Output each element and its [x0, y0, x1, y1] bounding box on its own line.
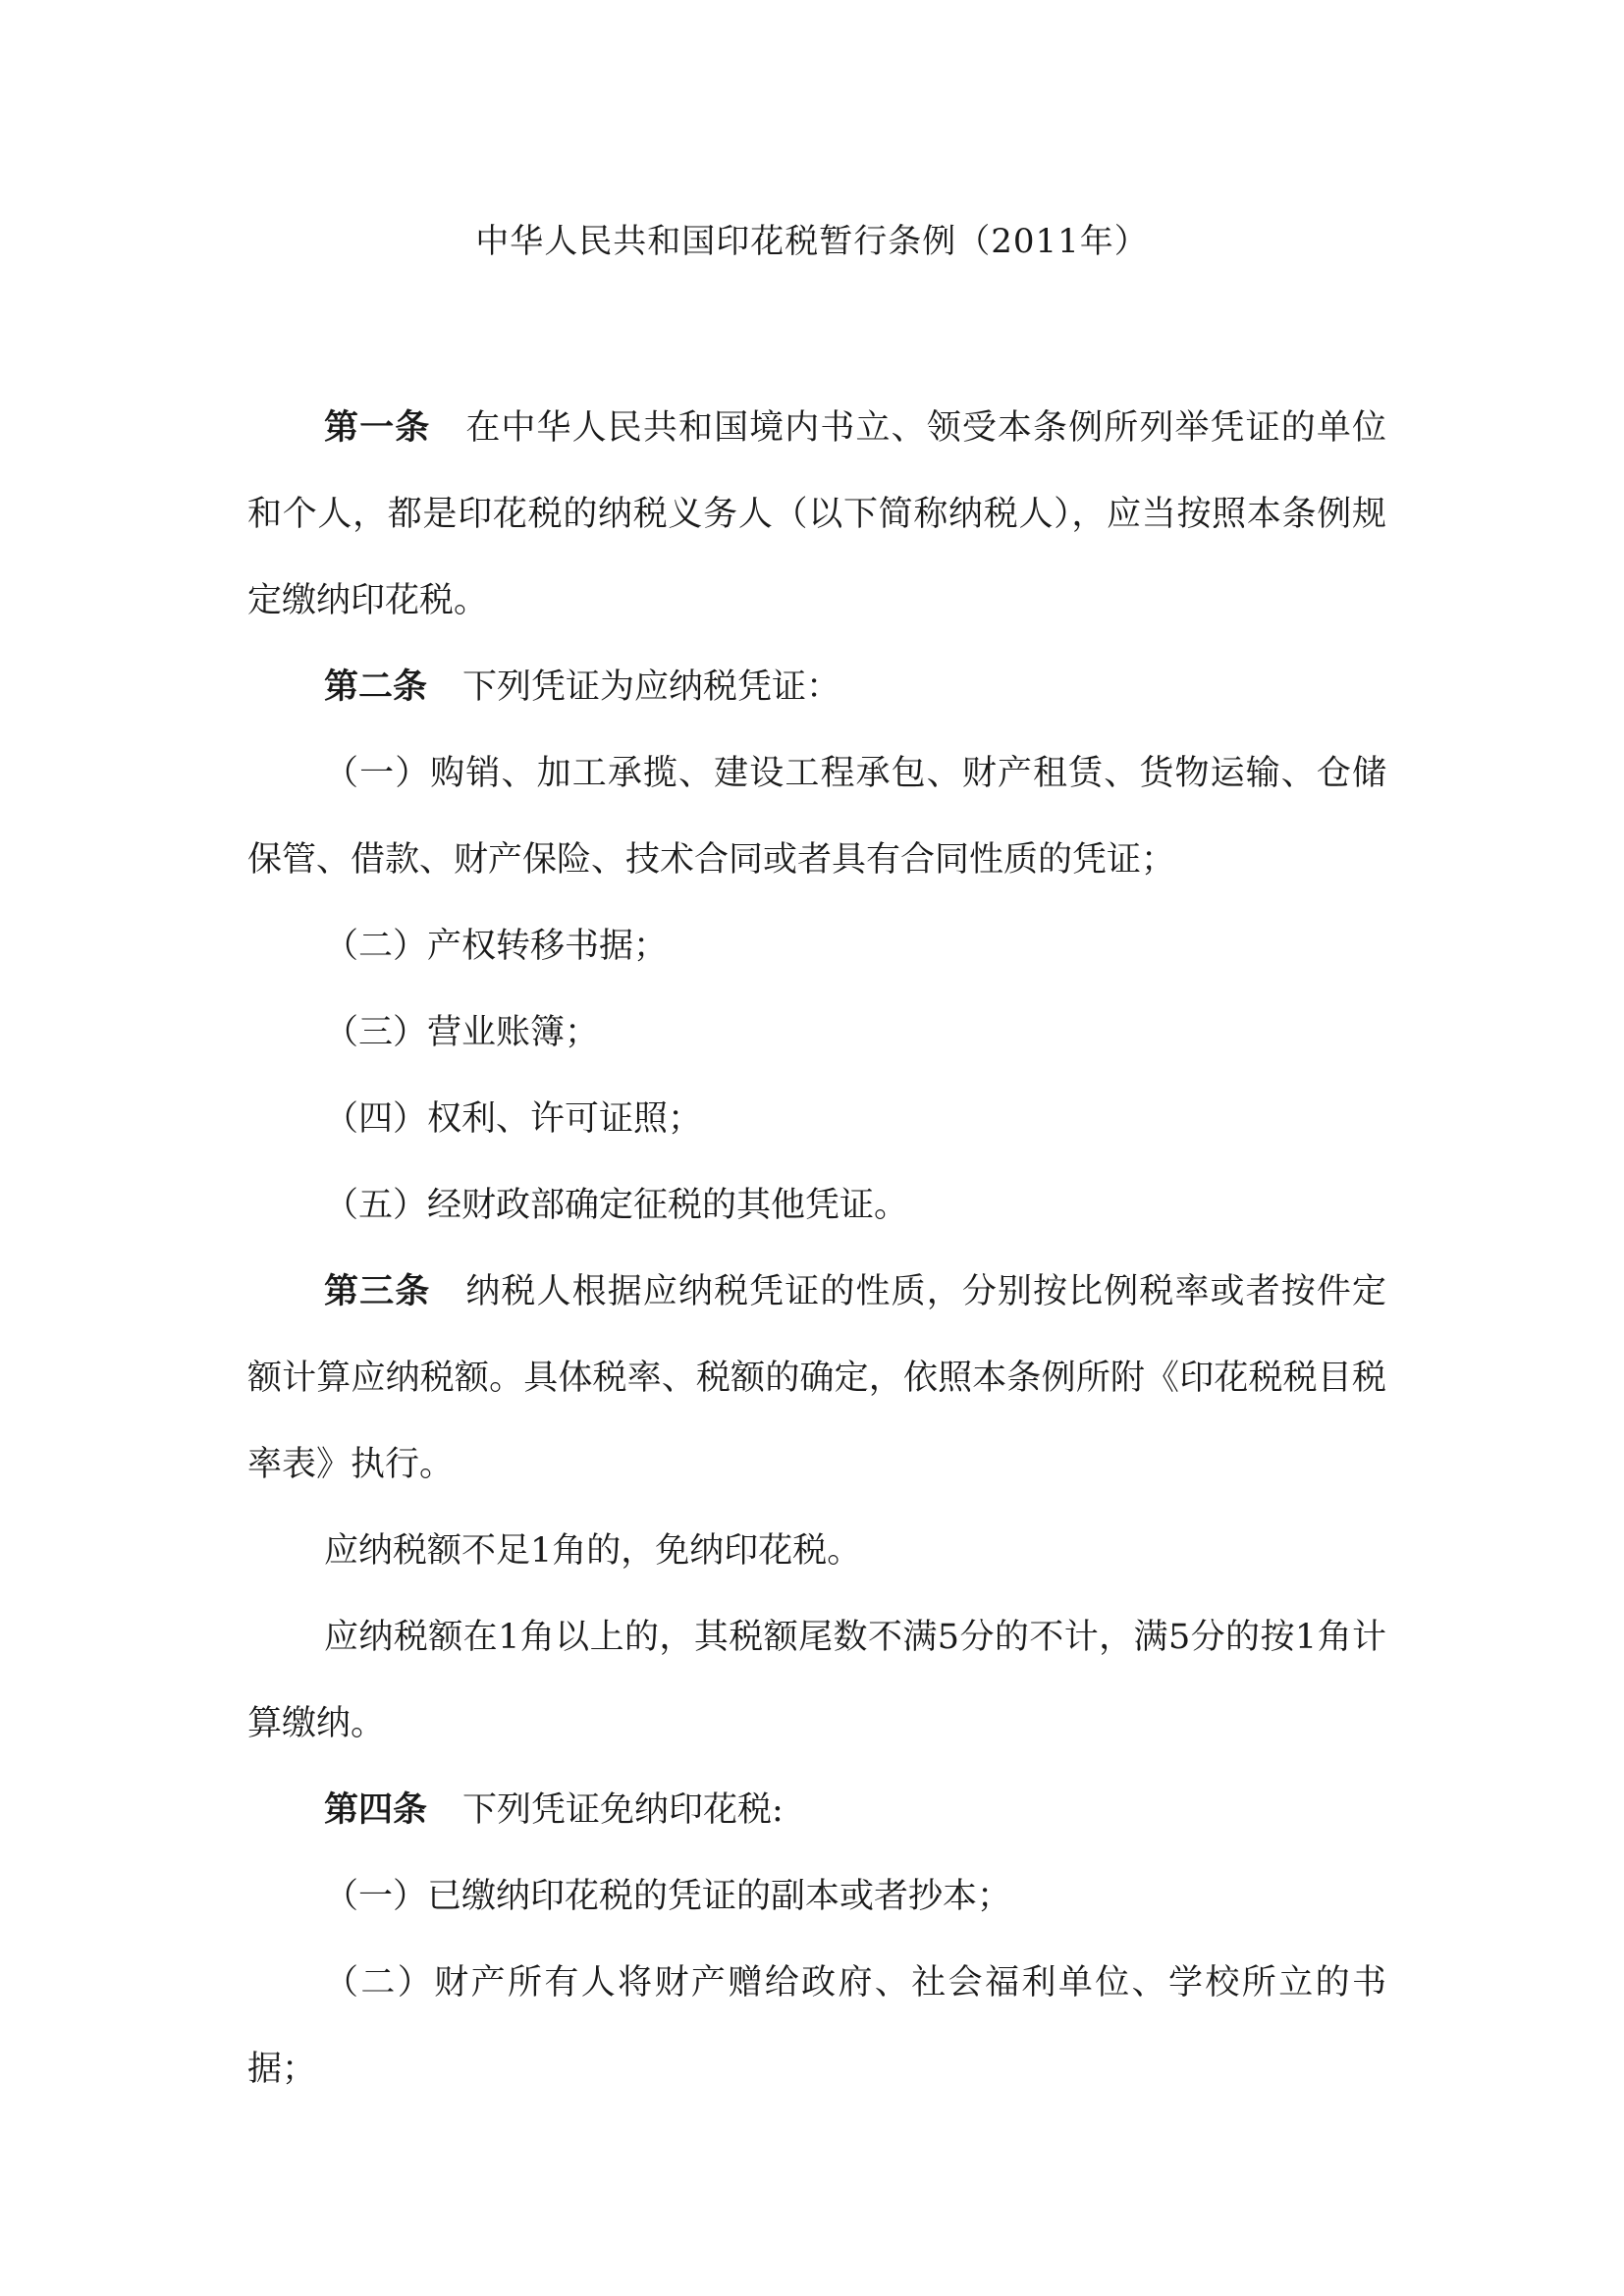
article-heading: 第四条 [324, 1789, 428, 1830]
article-text: 在中华人民共和国境内书立、领受本条例所列举凭证的单位和个人，都是印花税的纳税义务人（以下简称纳税人），应当按照本条例规定缴纳印花税。 [247, 408, 1386, 620]
article-text: 下列凭证为应纳税凭证： [462, 667, 841, 707]
list-item: （一）购销、加工承揽、建设工程承包、财产租赁、货物运输、仓储保管、借款、财产保险、技术合同或者具有合同性质的凭证； [247, 754, 1386, 880]
list-item: （三）营业账簿； [324, 1013, 600, 1052]
article-4 [247, 1767, 1386, 1853]
article-text: 纳税人根据应纳税凭证的性质，分别按比例税率或者按件定额计算应纳税额。具体税率、税额的确定，依照本条例所附《印花税税目税率表》执行。 [247, 1272, 1386, 1484]
document-title: 中华人民共和国印花税暂行条例（2011年） [475, 222, 1149, 261]
article-1 [247, 385, 1386, 644]
list-item: （四）权利、许可证照； [324, 1099, 703, 1139]
document-body [247, 385, 1386, 2112]
list-item: （五）经财政部确定征税的其他凭证。 [324, 1186, 909, 1225]
article-2 [247, 644, 1386, 730]
paragraph: 应纳税额在1角以上的，其税额尾数不满5分的不计，满5分的按1角计算缴纳。 [247, 1618, 1386, 1743]
article-3 [247, 1249, 1386, 1508]
article-heading: 第二条 [324, 667, 428, 707]
article-heading: 第一条 [324, 407, 431, 448]
article-heading: 第三条 [324, 1271, 431, 1311]
list-item: （二）财产所有人将财产赠给政府、社会福利单位、学校所立的书据； [247, 1963, 1386, 2089]
paragraph: 应纳税额不足1角的，免纳印花税。 [324, 1531, 862, 1571]
list-item: （二）产权转移书据； [324, 927, 669, 966]
article-text: 下列凭证免纳印花税: [462, 1790, 784, 1830]
list-item: （一）已缴纳印花税的凭证的副本或者抄本； [324, 1877, 1012, 1916]
